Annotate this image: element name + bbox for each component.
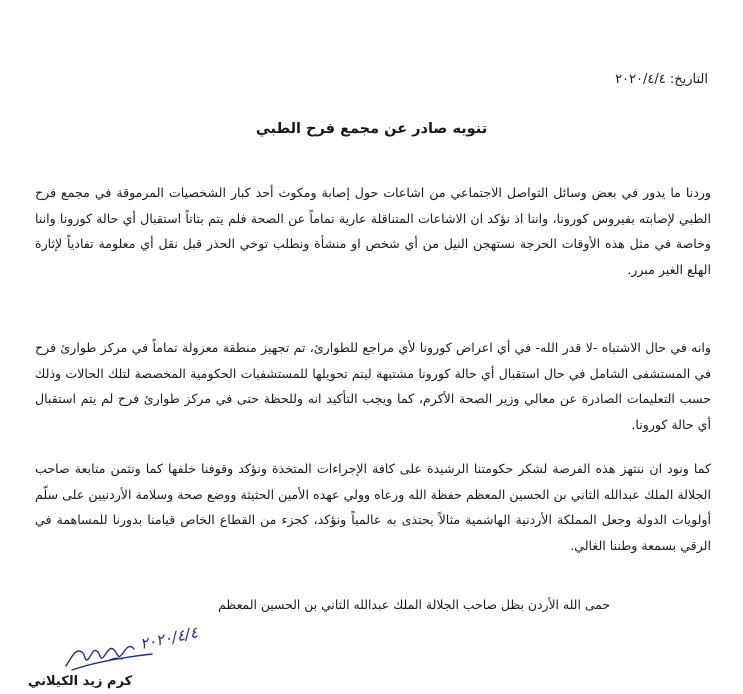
handwritten-signature	[62, 608, 212, 678]
closing-line: حمى الله الأردن بظل صاحب الجلالة الملك عبدالله الثاني بن الحسين المعظم	[218, 597, 610, 612]
letter-date: التاريخ: ٢٠٢٠/٤/٤	[615, 72, 708, 87]
signer-name: كرم زيد الكيلاني	[28, 674, 133, 689]
paragraph-gratitude: كما ونود ان ننتهز هذه الفرصة لشكر حكومتنا الرشيدة على كافة الإجراءات المتخذة ونؤكد وقوفنا خلفها كما ونثمن متابعة صاحب الجلالة الملك عبدالله الثاني بن الحسين المعظم حفظة الله ورعاه وولي عهده الأمين الحثيثة ووضع صحة وسلامة الأردنيين على سلّم أولويات الدولة وجعل المملكة الأردنية الهاشمية مثالاً يحتذى به عالمياً ونؤكد، كجزء من القطاع الخاص قيامنا بدورنا للمساهمة في الرقي بسمعة وطننا الغالي.	[35, 461, 711, 553]
signature-strokes	[66, 646, 152, 670]
paragraph-rumor-denial: وردنا ما يدور في بعض وسائل التواصل الاجتماعي من اشاعات حول إصابة ومكوث أحد كبار الشخصيات المرموقة في مجمع فرح الطبي لإصابته بفيروس كورونا، واننا اذ نؤكد ان الاشاعات المتناقلة عارية تماماً عن الصحة فلم يتم بتاتاً استقبال أي حالة كورونا واننا وخاصة في مثل هذه الأوقات الحرجة نستهجن النيل من أي شخص او منشأة ونطلب توخي الحذر قبل نقل أي معلومة تفادياً لإثارة الهلع الغير مبرر.	[35, 185, 711, 277]
paragraph-emergency-measures: وانه في حال الاشتباه -لا قدر الله- في أي اعراض كورونا لأي مراجع للطوارئ، تم تجهيز منطقة معزولة تماماً في مركز طوارئ فرح في المستشفى الشامل في حال استقبال أي حالة كورونا مشتبهة ليتم تحويلها للمستشفيات الحكومية المخصصة لتلك الحالات وذلك حسب التعليمات الصادرة عن معالي وزير الصحة الأكرم، كما ويجب التأكيد انه وللحظة حتى في مركز طوارئ فرح لم يتم استقبال أي حالة كورونا.	[35, 340, 711, 432]
letter-title: تنويه صادر عن مجمع فرح الطبي	[255, 121, 488, 137]
signature-date: ٢٠٢٠/٤/٤	[138, 623, 200, 653]
